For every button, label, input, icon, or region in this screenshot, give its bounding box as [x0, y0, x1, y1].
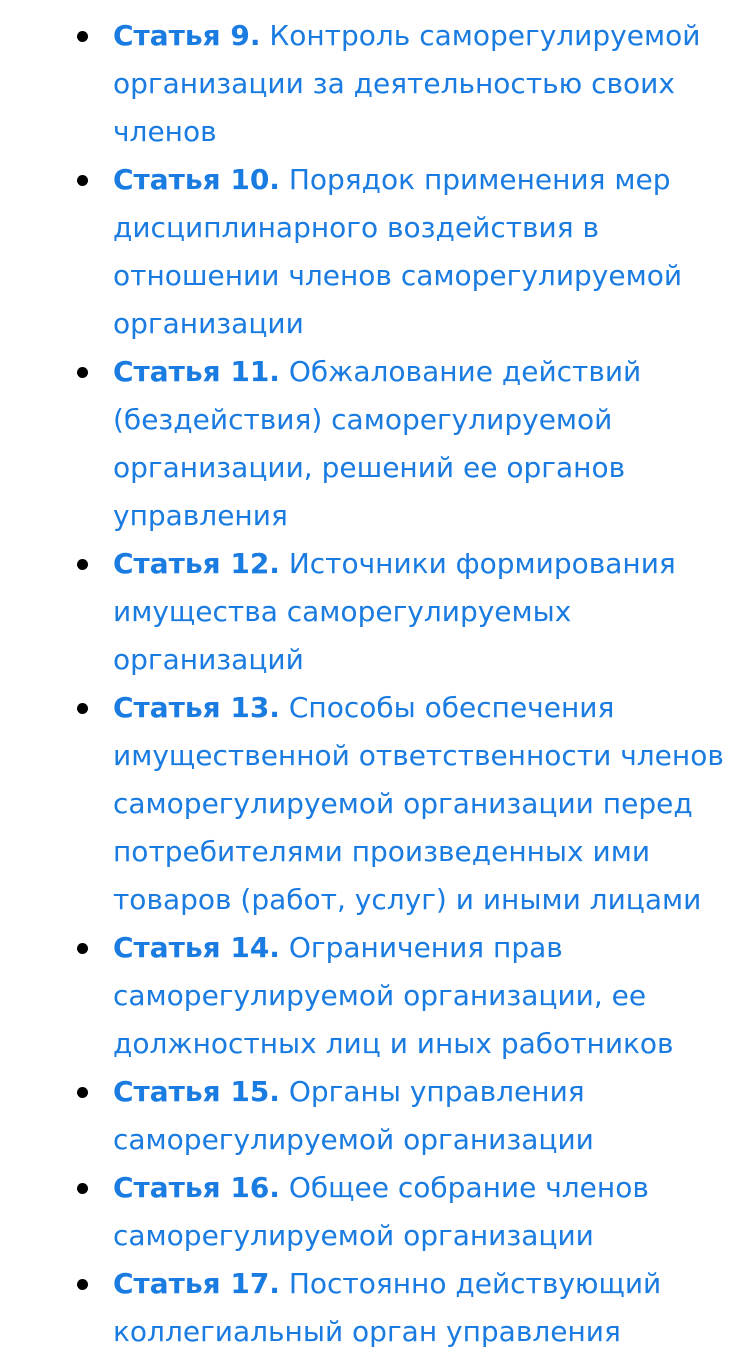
- article-number: Статья 11.: [113, 355, 280, 388]
- list-item-article-17: [0, 1260, 750, 1356]
- article-title: Общее собрание членов саморегулируемой организации: [113, 1171, 649, 1252]
- article-title: Обжалование действий (бездействия) саморегулируемой организации, решений ее органов управления: [113, 355, 642, 532]
- bullet-icon: [77, 1279, 88, 1290]
- article-number: Статья 12.: [113, 547, 280, 580]
- article-number: Статья 9.: [113, 19, 261, 52]
- bullet-icon: [77, 943, 88, 954]
- article-link-12[interactable]: [113, 547, 676, 676]
- article-link-11[interactable]: [113, 355, 641, 532]
- article-title: Способы обеспечения имущественной ответственности членов саморегулируемой организации перед потребителями произведенных ими товаров (работ, услуг) и иными лицами: [113, 691, 724, 916]
- article-link-14[interactable]: [113, 931, 674, 1060]
- article-number: Статья 16.: [113, 1171, 280, 1204]
- list-item-article-9: [0, 12, 750, 156]
- article-link-17[interactable]: [113, 1267, 661, 1348]
- article-title: Контроль саморегулируемой организации за деятельностью своих членов: [113, 19, 701, 148]
- article-title: Источники формирования имущества саморегулируемых организаций: [113, 547, 676, 676]
- article-number: Статья 17.: [113, 1267, 280, 1300]
- list-item-article-13: [0, 684, 750, 924]
- article-title: Ограничения прав саморегулируемой организации, ее должностных лиц и иных работников: [113, 931, 674, 1060]
- list-item-article-14: [0, 924, 750, 1068]
- article-link-9[interactable]: [113, 19, 700, 148]
- bullet-icon: [77, 559, 88, 570]
- list-item-article-11: [0, 348, 750, 540]
- list-item-article-15: [0, 1068, 750, 1164]
- article-title: Порядок применения мер дисциплинарного воздействия в отношении членов саморегулируемой организации: [113, 163, 683, 340]
- list-item-article-12: [0, 540, 750, 684]
- list-item-article-10: [0, 156, 750, 348]
- bullet-icon: [77, 31, 88, 42]
- bullet-icon: [77, 1087, 88, 1098]
- article-number: Статья 10.: [113, 163, 280, 196]
- bullet-icon: [77, 175, 88, 186]
- bullet-icon: [77, 703, 88, 714]
- article-link-10[interactable]: [113, 163, 682, 340]
- article-title: Постоянно действующий коллегиальный орган управления: [113, 1267, 662, 1348]
- list-item-article-16: [0, 1164, 750, 1260]
- bullet-icon: [77, 1183, 88, 1194]
- article-link-15[interactable]: [113, 1075, 594, 1156]
- article-number: Статья 13.: [113, 691, 280, 724]
- article-number: Статья 14.: [113, 931, 280, 964]
- article-link-16[interactable]: [113, 1171, 649, 1252]
- bullet-icon: [77, 367, 88, 378]
- article-link-13[interactable]: [113, 691, 724, 916]
- article-title: Органы управления саморегулируемой организации: [113, 1075, 594, 1156]
- article-number: Статья 15.: [113, 1075, 280, 1108]
